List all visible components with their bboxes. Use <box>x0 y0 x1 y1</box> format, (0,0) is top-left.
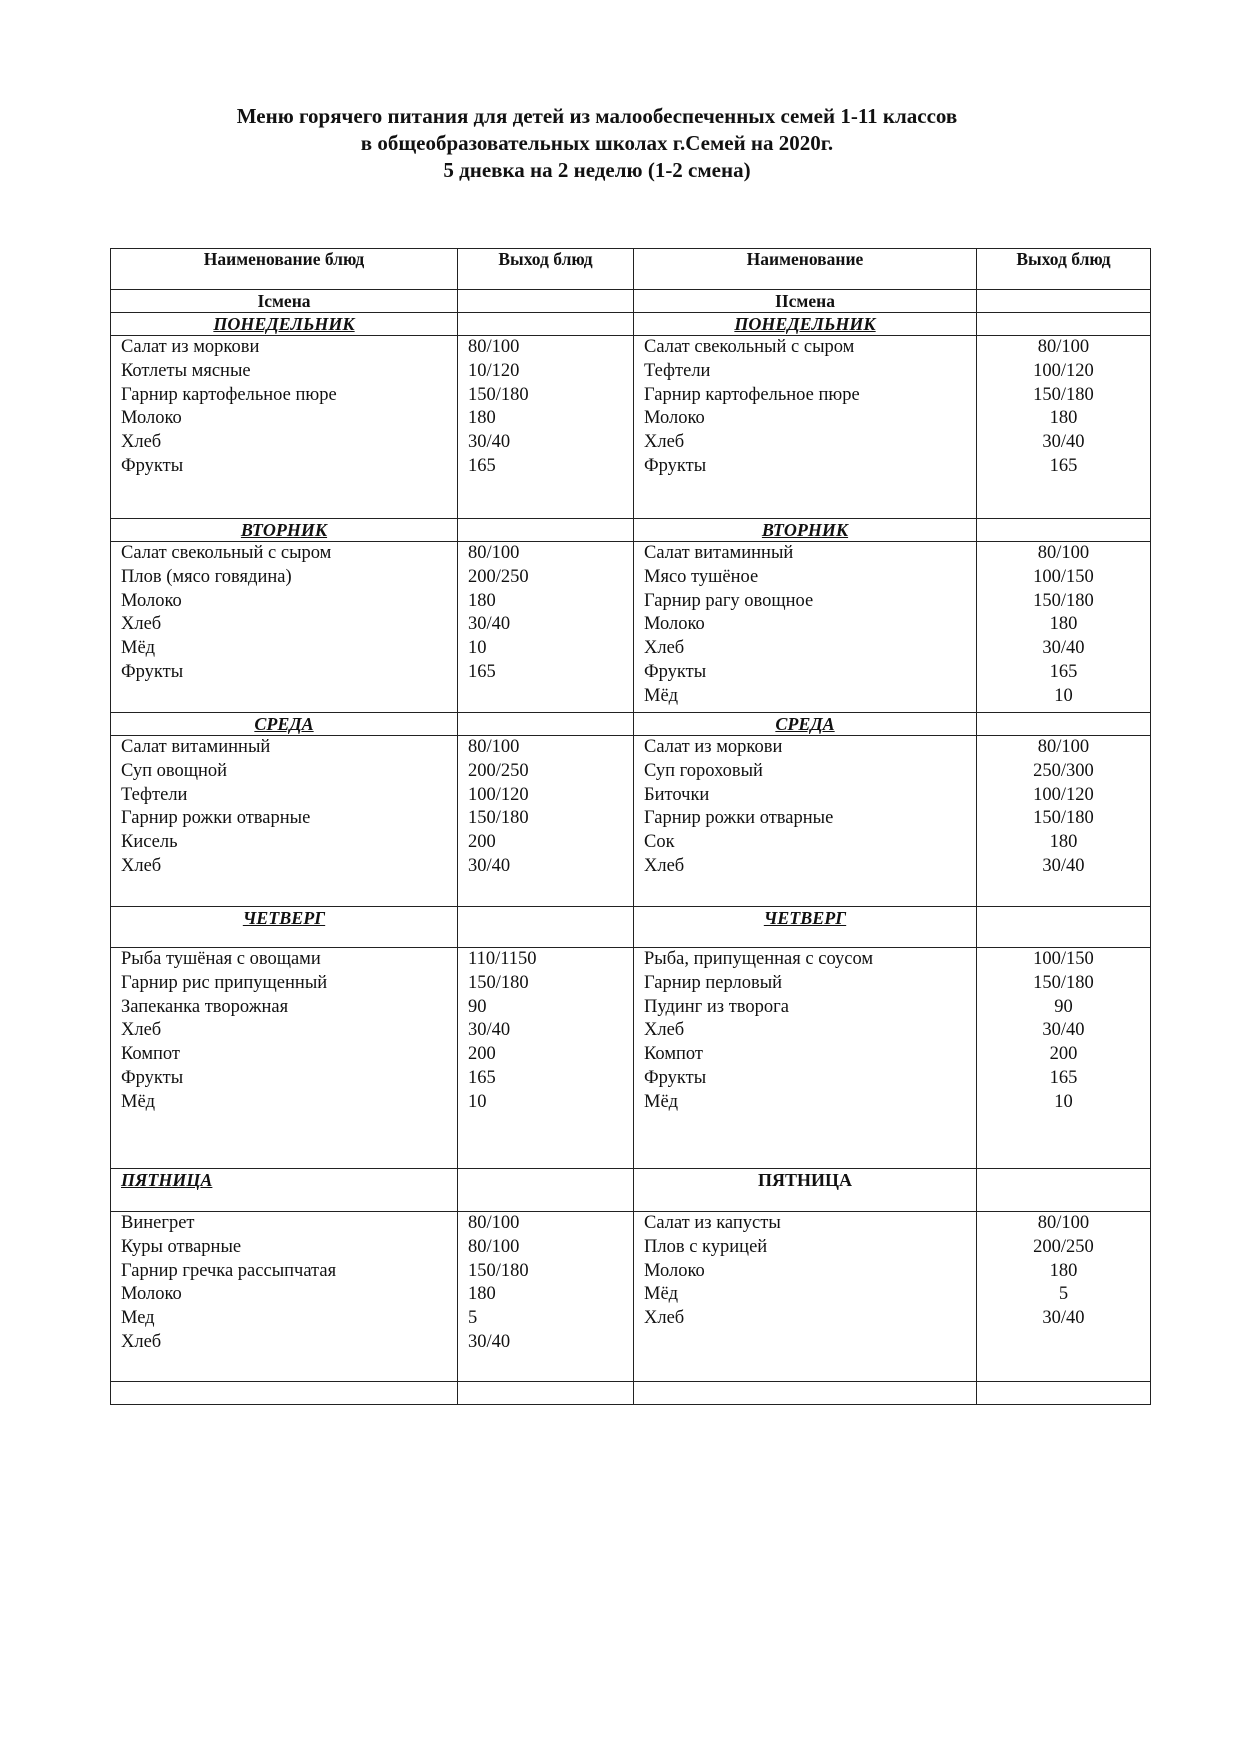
title-line-3: 5 дневка на 2 неделю (1-2 смена) <box>443 158 751 182</box>
day-empty-cell <box>458 1169 634 1212</box>
day-items-row <box>111 948 1151 1169</box>
dish-name: Фрукты <box>121 661 184 682</box>
day-title-left: СРЕДА <box>111 713 458 736</box>
output-list-left <box>458 542 634 713</box>
dish-output: 30/40 <box>468 614 511 635</box>
dish-name: Рыба тушёная с овощами <box>121 949 321 969</box>
day-header-row <box>111 313 1151 336</box>
dish-output: 165 <box>468 455 496 476</box>
output-list-right <box>977 1212 1151 1382</box>
dish-output: 150/180 <box>1033 808 1094 829</box>
dish-list-left <box>111 542 458 713</box>
day-title-right: ПОНЕДЕЛЬНИК <box>634 313 977 336</box>
dish-output: 80/100 <box>468 337 520 357</box>
dish-name: Компот <box>121 1044 181 1065</box>
dish-output: 200/250 <box>468 760 529 781</box>
dish-output: 150/180 <box>468 972 529 993</box>
dish-name: Молоко <box>644 614 705 635</box>
dish-name: Хлеб <box>644 432 685 453</box>
dish-name: Суп овощной <box>121 760 228 781</box>
dish-list-right <box>634 948 977 1169</box>
dish-output: 80/100 <box>1037 1213 1090 1233</box>
empty-cell <box>458 1382 634 1405</box>
dish-name: Фрукты <box>644 455 707 476</box>
column-header-output-left: Выход блюд <box>458 249 634 290</box>
dish-name: Суп гороховый <box>644 760 763 781</box>
dish-output: 10 <box>468 1091 487 1112</box>
dish-name: Хлеб <box>644 855 685 876</box>
dish-output: 165 <box>1049 661 1078 682</box>
dish-output: 30/40 <box>1042 638 1085 659</box>
dish-output: 100/120 <box>1033 784 1094 805</box>
dish-output: 180 <box>1049 408 1078 429</box>
dish-output: 200 <box>468 832 496 853</box>
dish-name: Хлеб <box>121 614 162 635</box>
shift-empty-cell <box>977 290 1151 313</box>
dish-output: 100/150 <box>1033 949 1094 969</box>
day-title-left: ПОНЕДЕЛЬНИК <box>111 313 458 336</box>
dish-output: 150/180 <box>468 384 529 405</box>
dish-name: Гарнир перловый <box>644 972 783 993</box>
dish-name: Гарнир рис припущенный <box>121 972 328 993</box>
dish-name: Хлеб <box>644 638 685 659</box>
dish-name: Плов (мясо говядина) <box>121 566 292 587</box>
dish-name: Мясо тушёное <box>644 566 759 587</box>
shift-row <box>111 290 1151 313</box>
day-title-left: ЧЕТВЕРГ <box>111 907 458 948</box>
day-title-left: ПЯТНИЦА <box>111 1169 458 1212</box>
day-title-right: ЧЕТВЕРГ <box>634 907 977 948</box>
dish-output: 250/300 <box>1033 760 1094 781</box>
dish-name: Гарнир рожки отварные <box>644 808 834 829</box>
dish-name: Куры отварные <box>121 1236 242 1257</box>
day-items-row <box>111 736 1151 907</box>
day-header-row <box>111 519 1151 542</box>
dish-name: Пудинг из творога <box>644 996 789 1017</box>
dish-name: Мёд <box>121 1091 156 1112</box>
day-empty-cell <box>458 313 634 336</box>
day-empty-cell <box>458 907 634 948</box>
day-empty-cell <box>977 1169 1151 1212</box>
dish-name: Кисель <box>121 832 178 853</box>
dish-output: 150/180 <box>1033 384 1094 405</box>
dish-output: 5 <box>1058 1284 1069 1305</box>
dish-output: 5 <box>468 1308 478 1329</box>
empty-trailing-row <box>111 1382 1151 1405</box>
dish-output: 165 <box>468 661 496 682</box>
dish-output: 80/100 <box>1037 543 1090 563</box>
dish-list-right <box>634 336 977 519</box>
shift-empty-cell <box>458 290 634 313</box>
empty-cell <box>634 1382 977 1405</box>
dish-output: 100/120 <box>1033 360 1094 381</box>
dish-output: 30/40 <box>468 432 511 453</box>
day-empty-cell <box>977 713 1151 736</box>
dish-name: Молоко <box>644 408 705 429</box>
dish-output: 90 <box>468 996 487 1017</box>
dish-output: 80/100 <box>1037 337 1090 357</box>
day-items-row <box>111 1212 1151 1382</box>
dish-output: 200 <box>468 1044 496 1065</box>
day-title-right: СРЕДА <box>634 713 977 736</box>
dish-output: 30/40 <box>468 855 511 876</box>
title-line-1: Меню горячего питания для детей из малообеспеченных семей 1-11 классов <box>236 104 958 128</box>
dish-name: Хлеб <box>121 432 162 453</box>
dish-name: Хлеб <box>121 1331 162 1352</box>
dish-list-left <box>111 948 458 1169</box>
dish-name: Тефтели <box>121 784 188 805</box>
dish-list-left <box>111 1212 458 1382</box>
output-list-right <box>977 736 1151 907</box>
column-header-name-right: Наименование <box>634 249 977 290</box>
dish-output: 150/180 <box>1033 590 1094 611</box>
dish-name: Хлеб <box>644 1020 685 1041</box>
day-empty-cell <box>977 907 1151 948</box>
dish-output: 180 <box>1049 614 1078 635</box>
dish-output: 10 <box>1054 685 1073 706</box>
dish-output: 165 <box>1049 455 1078 476</box>
output-list-left <box>458 736 634 907</box>
dish-list-right <box>634 1212 977 1382</box>
empty-cell <box>111 1382 458 1405</box>
dish-output: 165 <box>1049 1067 1078 1088</box>
dish-output: 150/180 <box>468 808 529 829</box>
dish-output: 200/250 <box>1033 1236 1094 1257</box>
dish-name: Винегрет <box>121 1213 195 1233</box>
output-list-right <box>977 948 1151 1169</box>
dish-output: 200/250 <box>468 566 529 587</box>
dish-name: Сок <box>644 832 675 853</box>
dish-name: Гарнир картофельное пюре <box>644 384 860 405</box>
dish-output: 180 <box>468 590 496 611</box>
document-title <box>0 103 1194 184</box>
dish-output: 180 <box>1049 1260 1078 1281</box>
dish-output: 100/150 <box>1033 566 1094 587</box>
dish-name: Мёд <box>121 638 156 659</box>
dish-name: Салат из моркови <box>121 337 260 357</box>
dish-name: Плов с курицей <box>644 1236 768 1257</box>
column-header-name-left: Наименование блюд <box>111 249 458 290</box>
dish-output: 80/100 <box>1037 737 1090 757</box>
dish-output: 30/40 <box>1042 855 1085 876</box>
dish-name: Гарнир рагу овощное <box>644 590 814 611</box>
day-header-row <box>111 907 1151 948</box>
dish-name: Рыба, припущенная с соусом <box>644 949 874 969</box>
dish-output: 200 <box>1049 1044 1078 1065</box>
title-line-2: в общеобразовательных школах г.Семей на 2020г. <box>360 131 834 155</box>
output-list-left <box>458 336 634 519</box>
dish-output: 100/120 <box>468 784 529 805</box>
dish-name: Тефтели <box>644 360 711 381</box>
dish-output: 30/40 <box>1042 432 1085 453</box>
output-list-left <box>458 1212 634 1382</box>
day-empty-cell <box>977 519 1151 542</box>
dish-output: 80/100 <box>468 1213 520 1233</box>
dish-name: Салат свекольный с сыром <box>121 543 332 563</box>
dish-name: Мед <box>121 1308 155 1329</box>
menu-table <box>110 248 1151 1405</box>
dish-output: 80/100 <box>468 737 520 757</box>
dish-name: Хлеб <box>121 855 162 876</box>
day-title-right: ВТОРНИК <box>634 519 977 542</box>
dish-output: 30/40 <box>1042 1308 1085 1329</box>
dish-name: Молоко <box>121 1284 182 1305</box>
dish-name: Салат из моркови <box>644 737 783 757</box>
dish-name: Фрукты <box>644 661 707 682</box>
day-empty-cell <box>458 713 634 736</box>
dish-name: Биточки <box>644 784 710 805</box>
dish-name: Компот <box>644 1044 704 1065</box>
dish-name: Фрукты <box>121 1067 184 1088</box>
table-header-row <box>111 249 1151 290</box>
dish-name: Мёд <box>644 1091 679 1112</box>
shift-label-left: Iсмена <box>111 290 458 313</box>
dish-name: Фрукты <box>121 455 184 476</box>
day-empty-cell <box>458 519 634 542</box>
dish-name: Салат витаминный <box>644 543 794 563</box>
dish-name: Салат из капусты <box>644 1213 781 1233</box>
dish-name: Молоко <box>121 408 182 429</box>
dish-output: 180 <box>468 1284 496 1305</box>
day-empty-cell <box>977 313 1151 336</box>
day-items-row <box>111 542 1151 713</box>
day-items-row <box>111 336 1151 519</box>
dish-output: 10 <box>1054 1091 1073 1112</box>
dish-output: 150/180 <box>468 1260 529 1281</box>
empty-cell <box>977 1382 1151 1405</box>
dish-list-left <box>111 736 458 907</box>
dish-name: Хлеб <box>121 1020 162 1041</box>
dish-output: 150/180 <box>1033 972 1094 993</box>
dish-output: 30/40 <box>1042 1020 1085 1041</box>
dish-output: 165 <box>468 1067 496 1088</box>
dish-output: 80/100 <box>468 1236 520 1257</box>
dish-output: 10/120 <box>468 360 520 381</box>
dish-name: Гарнир рожки отварные <box>121 808 311 829</box>
output-list-right <box>977 542 1151 713</box>
dish-name: Гарнир картофельное пюре <box>121 384 337 405</box>
dish-output: 30/40 <box>468 1020 511 1041</box>
dish-name: Салат витаминный <box>121 737 271 757</box>
dish-name: Молоко <box>121 590 182 611</box>
output-list-right <box>977 336 1151 519</box>
dish-name: Котлеты мясные <box>121 360 251 381</box>
dish-list-right <box>634 542 977 713</box>
dish-name: Молоко <box>644 1260 705 1281</box>
dish-name: Мёд <box>644 685 679 706</box>
dish-name: Запеканка творожная <box>121 996 289 1017</box>
shift-label-right: IIсмена <box>634 290 977 313</box>
dish-output: 180 <box>468 408 496 429</box>
day-header-row <box>111 713 1151 736</box>
dish-name: Фрукты <box>644 1067 707 1088</box>
column-header-output-right: Выход блюд <box>977 249 1151 290</box>
dish-output: 30/40 <box>468 1331 511 1352</box>
dish-output: 80/100 <box>468 543 520 563</box>
output-list-left <box>458 948 634 1169</box>
day-title-right: ПЯТНИЦА <box>634 1169 977 1212</box>
dish-name: Мёд <box>644 1284 679 1305</box>
dish-output: 110/1150 <box>468 949 537 969</box>
dish-name: Гарнир гречка рассыпчатая <box>121 1260 337 1281</box>
dish-output: 180 <box>1049 832 1078 853</box>
dish-output: 10 <box>468 638 487 659</box>
dish-list-right <box>634 736 977 907</box>
dish-name: Хлеб <box>644 1308 685 1329</box>
dish-list-left <box>111 336 458 519</box>
dish-output: 90 <box>1054 996 1073 1017</box>
day-title-left: ВТОРНИК <box>111 519 458 542</box>
day-header-row <box>111 1169 1151 1212</box>
dish-name: Салат свекольный с сыром <box>644 337 855 357</box>
